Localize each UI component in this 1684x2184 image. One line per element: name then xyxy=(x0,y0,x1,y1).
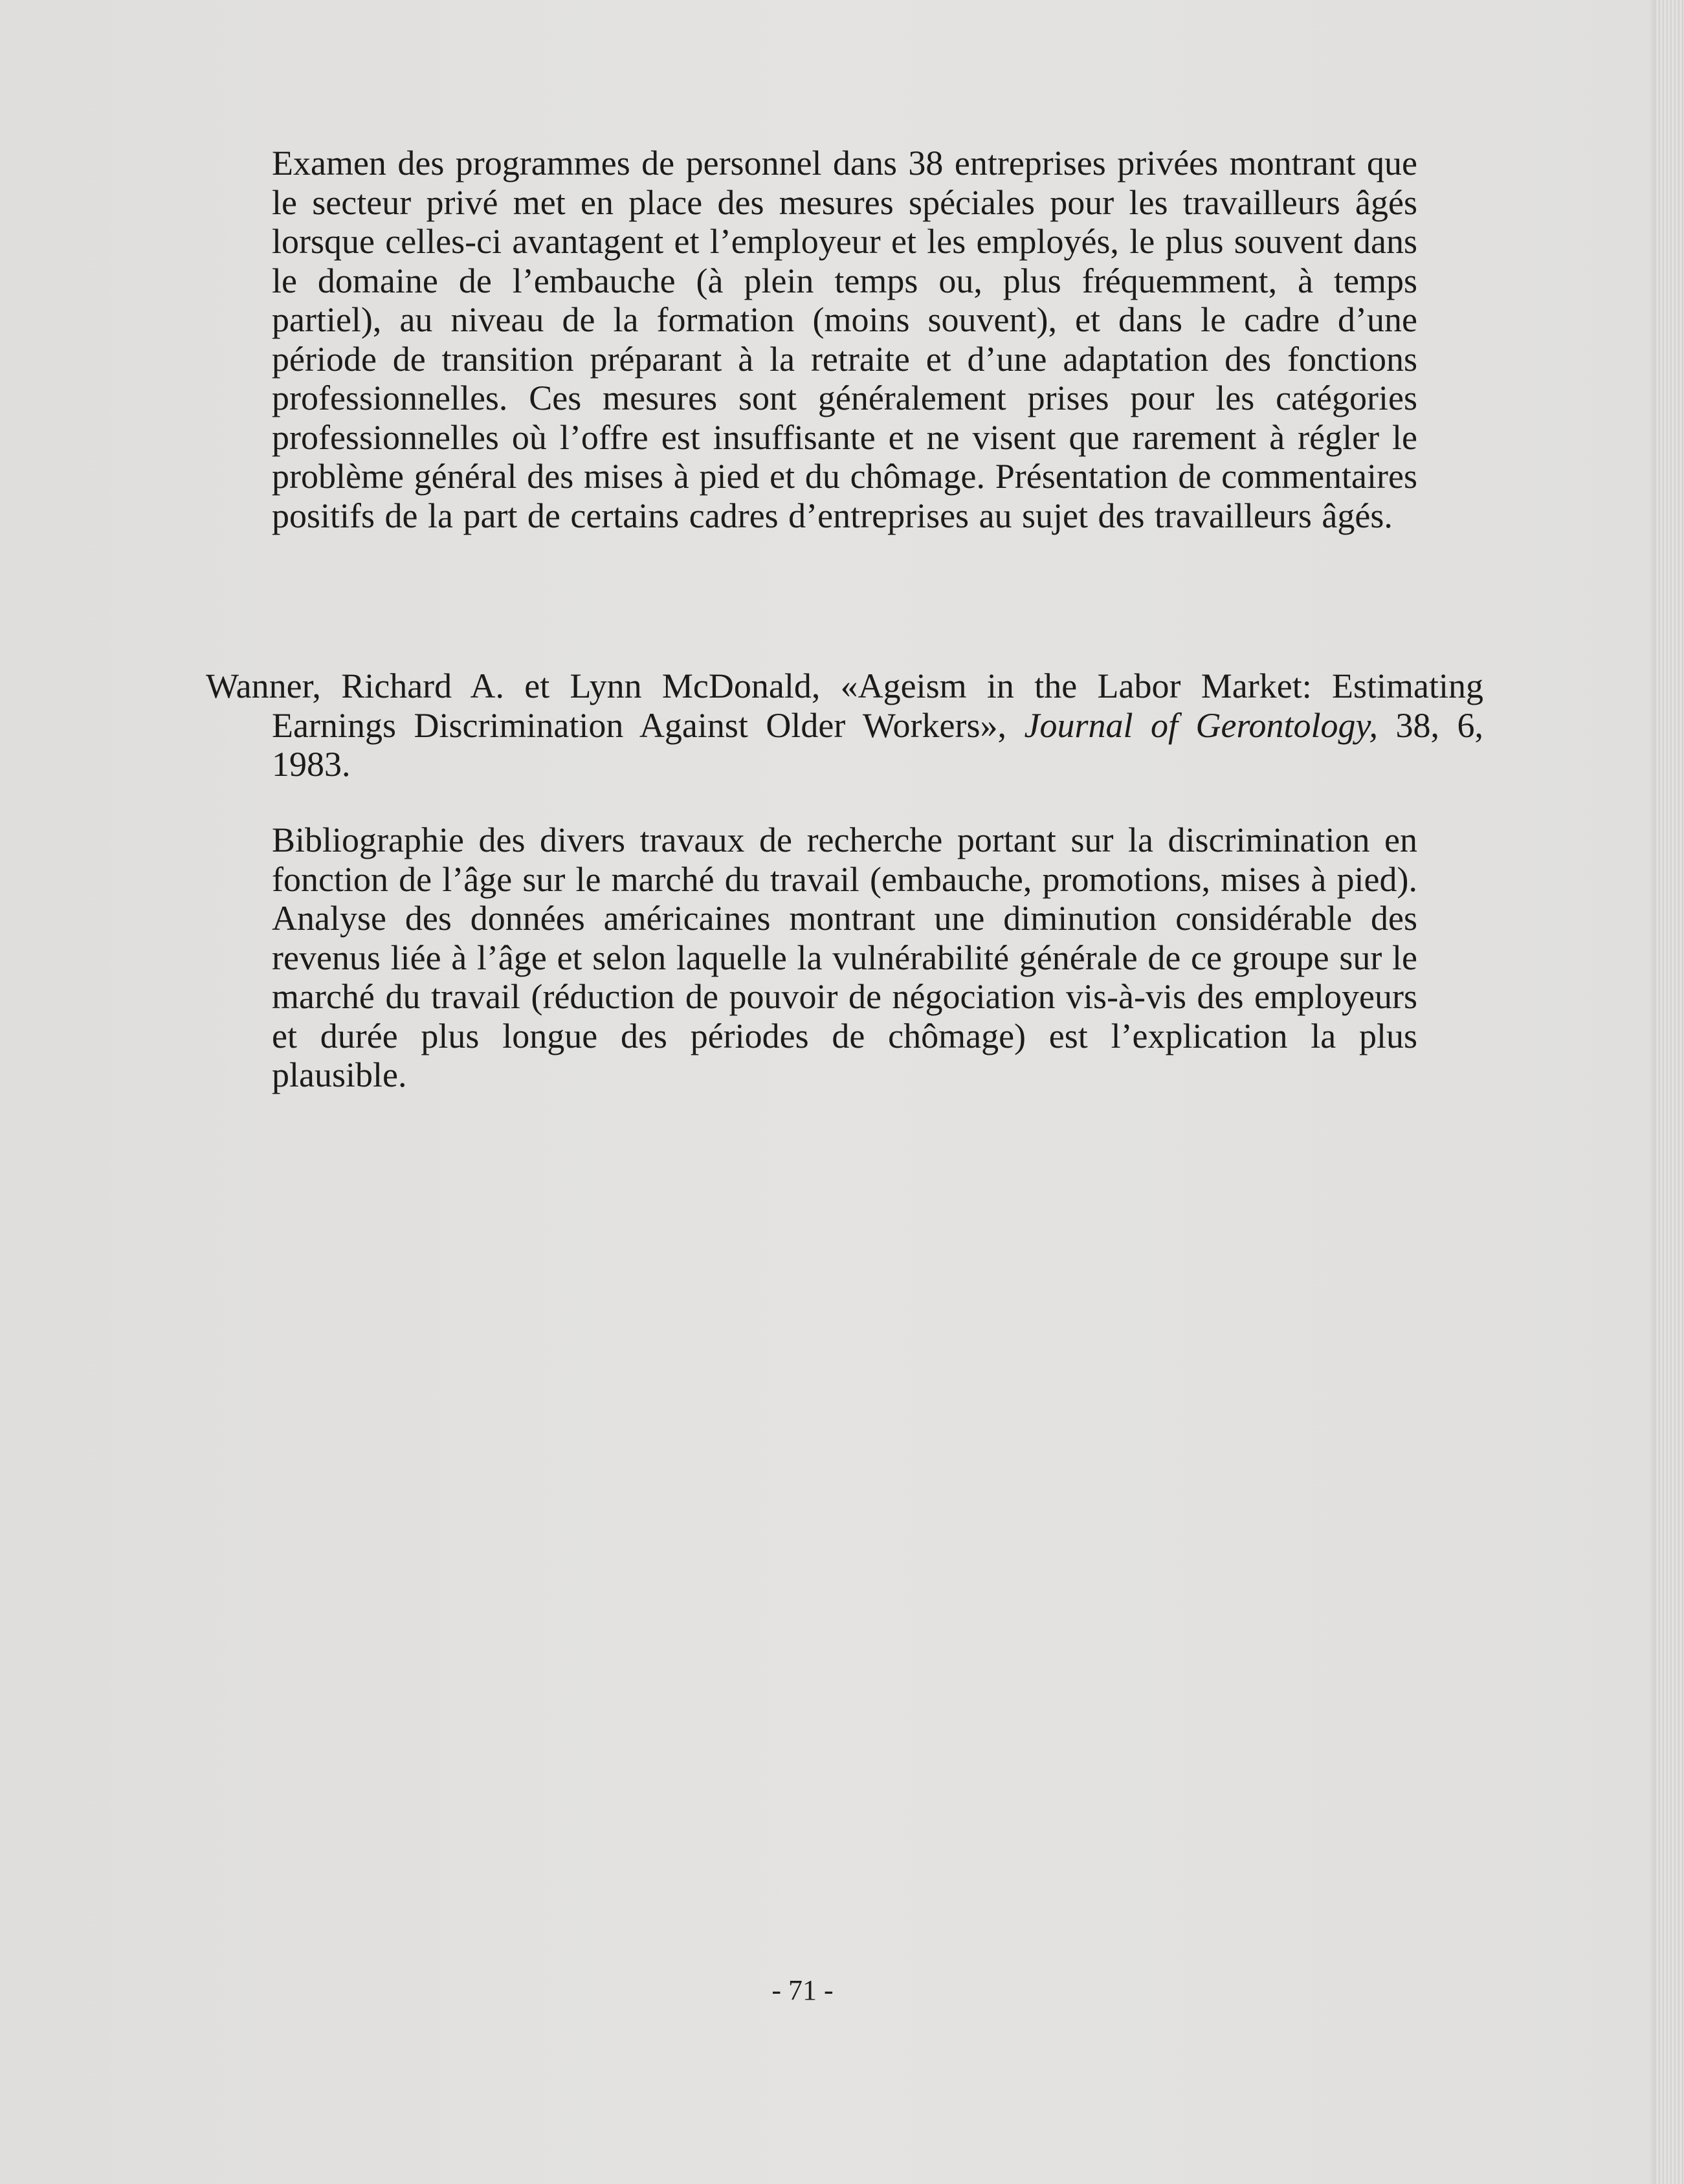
annotation-paragraph-1: Examen des programmes de personnel dans 38 entreprises privées montrant que le secteur privé met en place des mesures spéciales pour les travailleurs âgés lorsque celles-ci avantagent et l’employeur et les employés, le plus souvent dans le domaine de l’embauche (à plein temps ou, plus fréquemment, à temps partiel), au niveau de la formation (moins souvent), et dans le cadre d’une période de transition préparant à la retraite et d’une adaptation des fonctions professionnelles. Ces mesures sont généralement prises pour les catégories professionnelles où l’offre est insuffisante et ne visent que rarement à régler le problème général des mises à pied et du chômage. Présentation de commentaires positifs de la part de certains cadres d’entreprises au sujet des travailleurs âgés. xyxy=(272,144,1417,535)
page-number: - 71 - xyxy=(771,1974,834,2006)
bibliography-citation xyxy=(206,667,1483,784)
citation-journal: Journal of Gerontology, xyxy=(1024,705,1378,745)
annotation-paragraph-2: Bibliographie des divers travaux de recherche portant sur la discrimination en fonction de l’âge sur le marché du travail (embauche, promotions, mises à pied). Analyse des données américaines montrant une diminution considérable des revenus liée à l’âge et selon laquelle la vulnérabilité générale de ce groupe sur le marché du travail (réduction de pouvoir de négociation vis-à-vis des employeurs et durée plus longue des périodes de chômage) est l’explication la plus plausible. xyxy=(272,821,1417,1094)
citation-authors-title: Wanner, Richard A. et Lynn McDonald, «Ageism in the Labor Market: Estimating Earnings Discrimination Against Older Workers», xyxy=(206,667,1483,745)
citation-details: 38, 6, 1983. xyxy=(272,705,1484,784)
page-stack-edge xyxy=(1656,0,1684,2184)
